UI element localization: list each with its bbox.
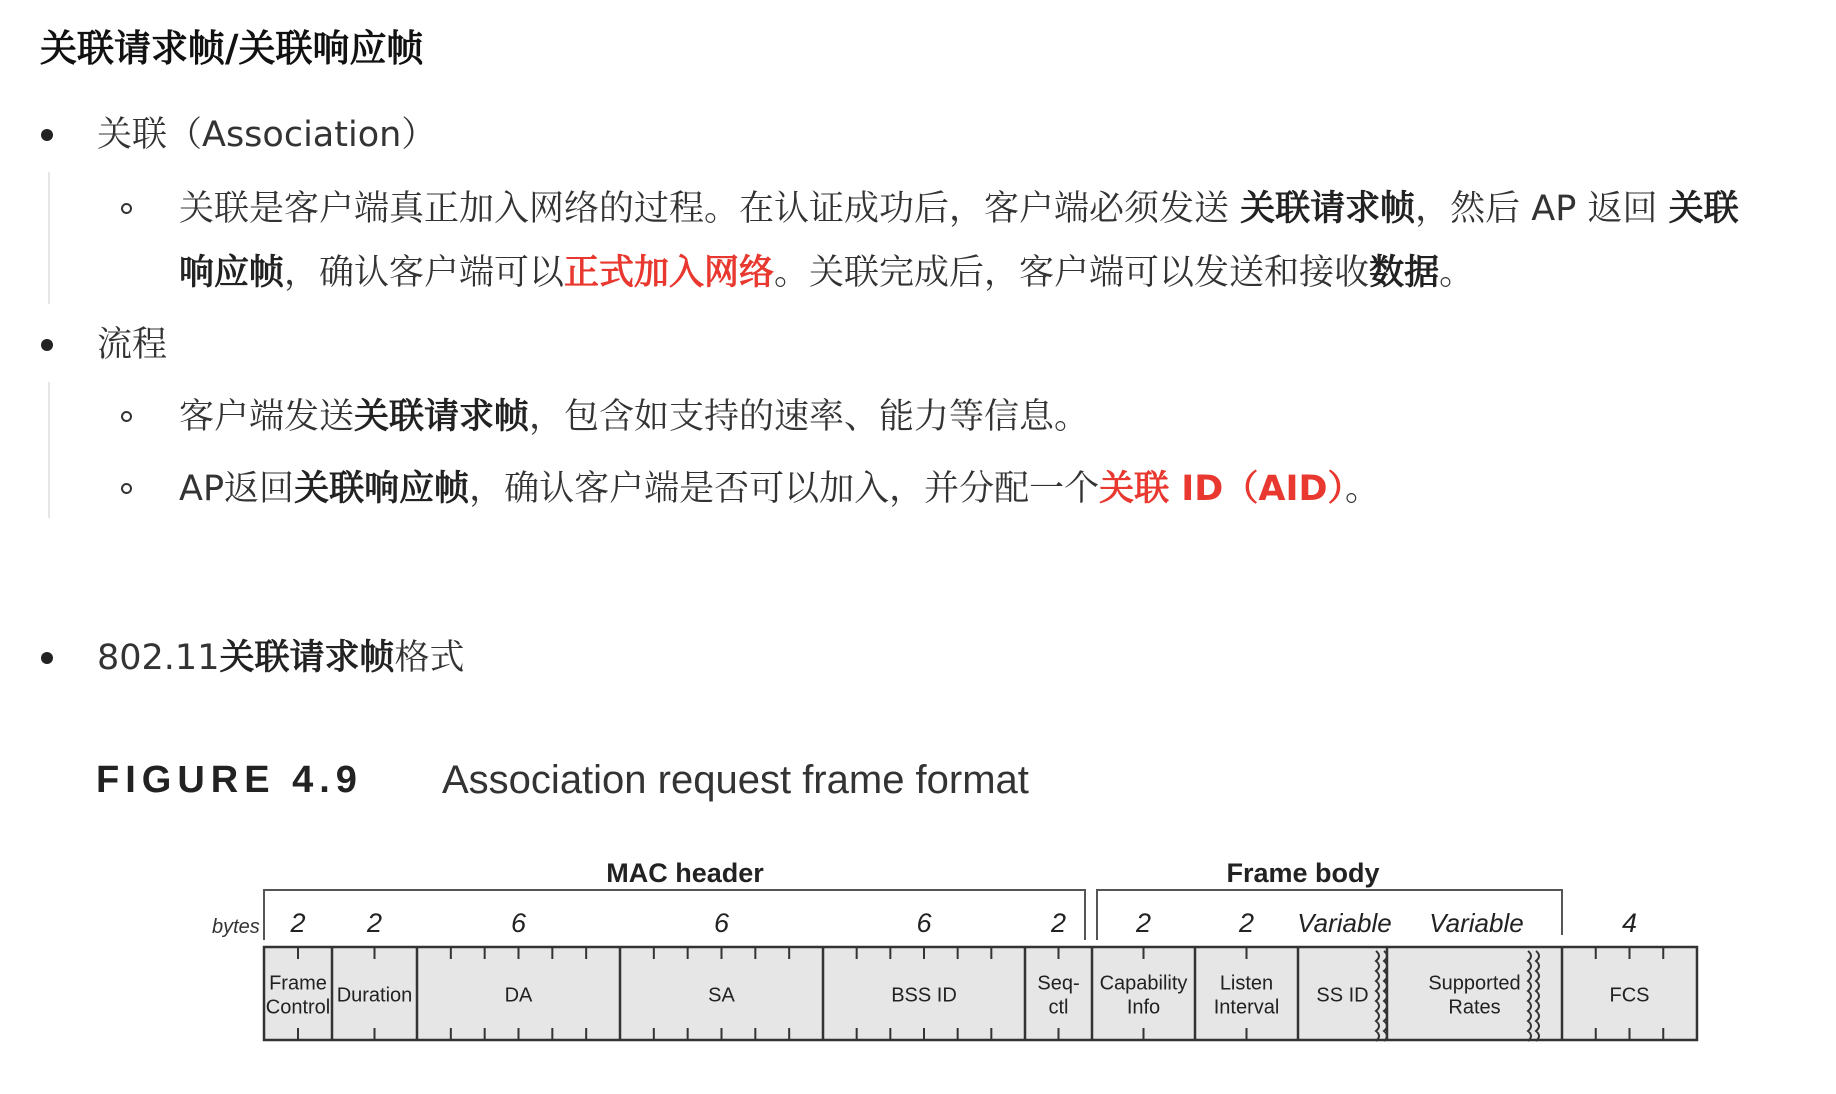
bold-term: 关联请求帧: [219, 638, 395, 678]
field-label-supported-rates: Supported: [1428, 972, 1521, 995]
field-label-duration: Duration: [336, 984, 413, 1007]
text-span: 。关联完成后，客户端可以发送和接收: [774, 253, 1370, 293]
field-label-da: DA: [504, 984, 533, 1007]
bytes-unit-label: bytes: [212, 916, 260, 938]
byte-size-frame-control: 2: [290, 908, 306, 938]
field-label-listen-interval: Interval: [1213, 996, 1280, 1019]
field-label-frame-control: Control: [265, 996, 331, 1019]
field-label-sa: SA: [708, 984, 735, 1007]
byte-size-bss-id: 6: [916, 908, 932, 938]
mac-header-bracket: [264, 890, 1085, 940]
text-span: 802.11: [97, 638, 220, 678]
highlight-term: 正式加入网络: [564, 253, 775, 293]
text-span: ，然后 AP 返回: [1415, 189, 1669, 229]
text-span: ，确认客户端可以: [284, 253, 565, 293]
field-label-fcs: FCS: [1609, 984, 1650, 1007]
text-span: 格式: [394, 638, 465, 678]
frame-field-byte-sizes: [289, 908, 1637, 938]
field-label-bss-id: BSS ID: [891, 984, 957, 1007]
figure-label: FIGURE 4.9: [96, 759, 363, 801]
bold-term: 关联请求帧: [354, 397, 530, 437]
byte-size-sa: 6: [713, 908, 730, 938]
byte-size-duration: 2: [366, 908, 383, 938]
page-title: 关联请求帧/关联响应帧: [40, 27, 424, 70]
field-label-seq-ctl: ctl: [1048, 996, 1069, 1019]
byte-size-da: 6: [510, 908, 527, 938]
text-span: 客户端发送: [179, 397, 355, 437]
text-span: 。: [1439, 253, 1475, 293]
text-span: 。: [1345, 469, 1381, 509]
field-label-supported-rates: Rates: [1448, 996, 1501, 1019]
byte-size-capability-info: 2: [1135, 908, 1152, 938]
figure-caption: Association request frame format: [442, 758, 1029, 802]
bold-term: 关联响应帧: [294, 469, 470, 509]
byte-size-listen-interval: 2: [1238, 908, 1255, 938]
byte-size-fcs: 4: [1621, 908, 1638, 938]
byte-size-supported-rates: Variable: [1429, 908, 1524, 938]
byte-size-seq-ctl: 2: [1050, 908, 1067, 938]
text-span: 关联是客户端真正加入网络的过程。在认证成功后，客户端必须发送: [179, 189, 1241, 229]
text-span: ，包含如支持的速率、能力等信息。: [529, 397, 1090, 437]
field-label-seq-ctl: Seq-: [1037, 972, 1080, 995]
field-label-capability-info: Info: [1126, 996, 1161, 1019]
list-item-label: 流程: [97, 325, 168, 365]
bold-term: 响应帧: [179, 253, 285, 293]
mac-header-label: MAC header: [606, 858, 764, 888]
frame-body-label: Frame body: [1226, 858, 1380, 888]
list-item-label: 关联（Association）: [97, 115, 437, 155]
bold-term: 数据: [1369, 253, 1440, 293]
bold-term: 关联: [1668, 189, 1739, 229]
bold-term: 关联请求帧: [1240, 189, 1416, 229]
field-label-listen-interval: Listen: [1219, 972, 1274, 995]
field-label-ss-id: SS ID: [1316, 984, 1369, 1007]
field-label-capability-info: Capability: [1099, 972, 1188, 995]
field-label-frame-control: Frame: [269, 972, 327, 995]
byte-size-ss-id: Variable: [1297, 908, 1392, 938]
text-span: AP返回: [179, 469, 295, 509]
text-span: ，确认客户端是否可以加入，并分配一个: [469, 469, 1100, 509]
highlight-term: 关联 ID（AID）: [1099, 469, 1346, 509]
